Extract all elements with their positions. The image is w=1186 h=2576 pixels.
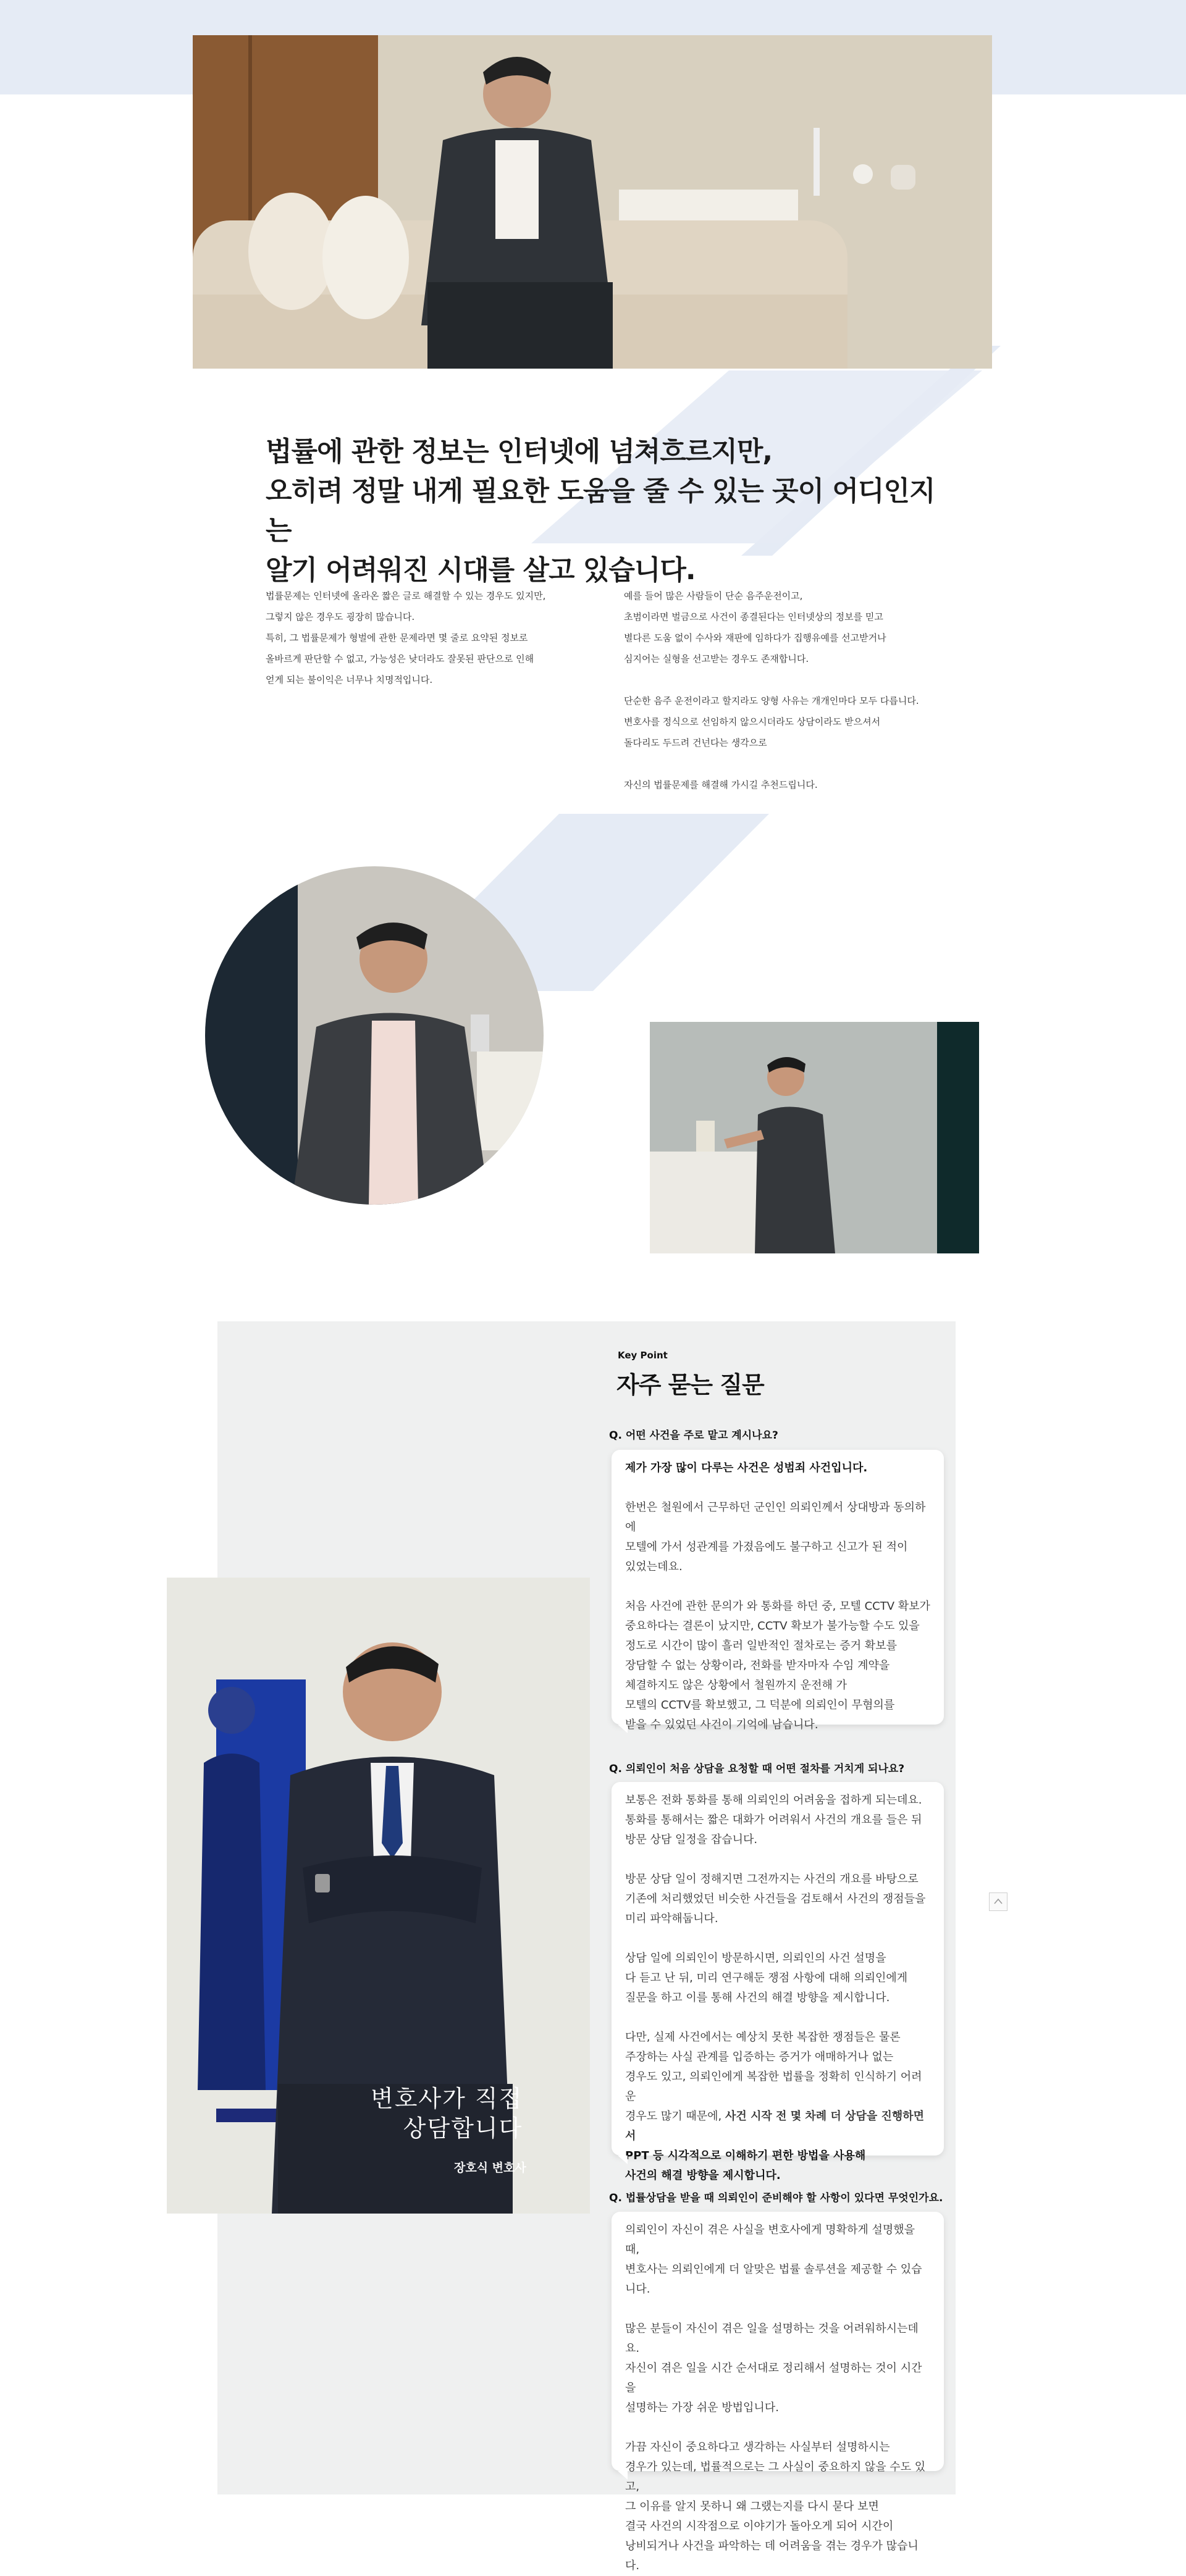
- answer-line: 방문 상담 일정을 잡습니다.: [625, 1833, 758, 1846]
- answer-line: 설명하는 가장 쉬운 방법입니다.: [625, 2401, 779, 2414]
- intro-left-paragraph: [266, 585, 612, 690]
- answer-line: 미리 파악해둡니다.: [625, 1912, 718, 1925]
- page-headline: [266, 432, 945, 590]
- answer-line: 다만, 실제 사건에서는 예상치 못한 복잡한 쟁점들은 물론: [625, 2031, 901, 2044]
- paragraph-gap: [624, 669, 970, 690]
- answer-line: 질문을 하고 이를 통해 사건의 해결 방향을 제시합니다.: [625, 1991, 890, 2004]
- answer-line: 보통은 전화 통화를 통해 의뢰인의 어려움을 접하게 되는데요.: [625, 1794, 922, 1807]
- faq-title: 자주 묻는 질문: [616, 1371, 764, 1399]
- answer-line: PPT 등 시각적으로 이해하기 편한 방법을 사용해: [625, 2149, 866, 2162]
- paragraph-gap: [625, 1478, 930, 1498]
- hero-photo: [193, 35, 992, 369]
- intro-right-paragraph: [624, 585, 970, 795]
- answer-line: 받을 수 있었던 사건이 기억에 남습니다.: [625, 1718, 818, 1731]
- key-point-label: Key Point: [618, 1350, 668, 1361]
- answer-line: 사건의 해결 방향을 제시합니다.: [625, 2169, 781, 2182]
- headline-line: 알기 어려워진 시대를 살고 있습니다.: [266, 554, 696, 586]
- answer-line: 다 듣고 난 뒤, 미리 연구해둔 쟁점 사항에 대해 의뢰인에게: [625, 1972, 908, 1984]
- answer-line: 모텔에 가서 성관계를 가졌음에도 불구하고 신고가 된 적이: [625, 1541, 908, 1554]
- intro-line: 초범이라면 벌금으로 사건이 종결된다는 인터넷상의 정보를 믿고: [624, 611, 883, 622]
- answer-line: 상담 일에 의뢰인이 방문하시면, 의뢰인의 사건 설명을: [625, 1952, 886, 1965]
- answer-line: 변호사는 의뢰인에게 더 알맞은 법률 솔루션을 제공할 수 있습니다.: [625, 2263, 922, 2296]
- answer-line: 있었는데요.: [625, 1560, 683, 1573]
- intro-line: 변호사를 정식으로 선임하지 않으시더라도 상담이라도 받으셔서: [624, 716, 881, 727]
- answer-line: 낭비되거나 사건을 파악하는 데 어려움을 겪는 경우가 많습니다.: [625, 2540, 919, 2572]
- answer-line: 많은 분들이 자신이 겪은 일을 설명하는 것을 어려워하시는데요.: [625, 2322, 919, 2355]
- faq-answer-text: [625, 1458, 930, 1735]
- intro-line: 법률문제는 인터넷에 올라온 짧은 글로 해결할 수 있는 경우도 있지만,: [266, 590, 546, 601]
- slogan-line: 변호사가 직접: [371, 2085, 523, 2112]
- faq-answer-text: [625, 2220, 930, 2576]
- chevron-up-icon: [994, 1897, 1003, 1907]
- answer-line: 장담할 수 없는 상황이라, 전화를 받자마자 수임 계약을: [625, 1659, 890, 1672]
- intro-line: 단순한 음주 운전이라고 할지라도 양형 사유는 개개인마다 모두 다릅니다.: [624, 695, 919, 706]
- answer-line: 가끔 자신이 중요하다고 생각하는 사실부터 설명하시는: [625, 2441, 890, 2454]
- faq-question: Q. 의뢰인이 처음 상담을 요청할 때 어떤 절차를 거치게 되나요?: [609, 1763, 905, 1775]
- intro-line: 별다른 도움 없이 수사와 재판에 임하다가 집행유예를 선고받거나: [624, 632, 886, 643]
- side-photo: [650, 1022, 979, 1253]
- faq-answer-text: [625, 1791, 930, 2186]
- answer-line: 의뢰인이 자신이 겪은 사실을 변호사에게 명확하게 설명했을 때,: [625, 2223, 915, 2256]
- paragraph-gap: [624, 753, 970, 774]
- faq-answer-bubble: [612, 2212, 944, 2572]
- headline-line: 법률에 관한 정보는 인터넷에 넘쳐흐르지만,: [266, 436, 773, 467]
- answer-line: 방문 상담 일이 정해지면 그전까지는 사건의 개요를 바탕으로: [625, 1873, 919, 1886]
- answer-line: 제가 가장 많이 다루는 사건은 성범죄 사건입니다.: [625, 1462, 868, 1474]
- answer-line: 한번은 철원에서 근무하던 군인인 의뢰인께서 상대방과 동의하에: [625, 1501, 926, 1534]
- intro-line: 자신의 법률문제를 해결해 가시길 추천드립니다.: [624, 779, 818, 790]
- answer-line: 체결하지도 않은 상황에서 철원까지 운전해 가: [625, 1679, 847, 1692]
- intro-line: 특히, 그 법률문제가 형벌에 관한 문제라면 몇 줄로 요약된 정보로: [266, 632, 528, 643]
- faq-answer-bubble: [612, 1782, 944, 2182]
- paragraph-gap: [625, 2299, 930, 2319]
- circle-portrait-photo: [205, 866, 544, 1205]
- paragraph-gap: [625, 1929, 930, 1949]
- answer-line: 중요하다는 결론이 났지만, CCTV 확보가 불가능할 수도 있을: [625, 1620, 920, 1633]
- answer-line: 자신이 겪은 일을 시간 순서대로 정리해서 설명하는 것이 시간을: [625, 2362, 922, 2394]
- answer-line: 정도로 시간이 많이 흘러 일반적인 절차로는 증거 확보를: [625, 1639, 897, 1652]
- intro-line: 심지어는 실형을 선고받는 경우도 존재합니다.: [624, 653, 809, 664]
- faq-question: Q. 법률상담을 받을 때 의뢰인이 준비해야 할 사항이 있다면 무엇인가요.: [609, 2192, 943, 2204]
- card-slogan: [371, 2084, 523, 2143]
- answer-line: 기존에 처리했었던 비슷한 사건들을 검토해서 사건의 쟁점들을: [625, 1892, 926, 1905]
- lawyer-name: 장호식 변호사: [454, 2161, 526, 2175]
- intro-line: 그렇지 않은 경우도 굉장히 많습니다.: [266, 611, 415, 622]
- faq-question: Q. 어떤 사건을 주로 맡고 계시나요?: [609, 1429, 778, 1442]
- answer-line: 결국 사건의 시작점으로 이야기가 돌아오게 되어 시간이: [625, 2520, 894, 2533]
- paragraph-gap: [625, 2418, 930, 2438]
- answer-line: 경우가 있는데, 법률적으로는 그 사실이 중요하지 않을 수도 있고,: [625, 2461, 926, 2493]
- answer-line: 주장하는 사실 관계를 입증하는 증거가 애매하거나 없는: [625, 2051, 894, 2064]
- answer-line: 모텔의 CCTV를 확보했고, 그 덕분에 의뢰인이 무혐의를: [625, 1699, 895, 1712]
- paragraph-gap: [625, 1850, 930, 1870]
- intro-line: 돌다리도 두드려 건넌다는 생각으로: [624, 737, 767, 748]
- faq-answer-bubble: [612, 1450, 944, 1731]
- headline-line: 오히려 정말 내게 필요한 도움을 줄 수 있는 곳이 어디인지는: [266, 475, 935, 546]
- paragraph-gap: [625, 1577, 930, 1597]
- answer-line: 경우도 있고, 의뢰인에게 복잡한 법률을 정확히 인식하기 어려운: [625, 2070, 922, 2103]
- intro-line: 예를 들어 많은 사람들이 단순 음주운전이고,: [624, 590, 803, 601]
- scroll-top-button[interactable]: [989, 1892, 1007, 1911]
- slogan-line: 상담합니다: [403, 2115, 523, 2142]
- answer-line: 그 이유를 알지 못하니 왜 그랬는지를 다시 묻다 보면: [625, 2500, 879, 2513]
- intro-line: 얻게 되는 불이익은 너무나 치명적입니다.: [266, 674, 433, 685]
- intro-line: 올바르게 판단할 수 없고, 가능성은 낮더라도 잘못된 판단으로 인해: [266, 653, 534, 664]
- answer-line: 통화를 통해서는 짧은 대화가 어려워서 사건의 개요를 들은 뒤: [625, 1813, 922, 1826]
- answer-line: 경우도 많기 때문에, 사건 시작 전 몇 차례 더 상담을 진행하면서: [625, 2110, 925, 2143]
- answer-line: 처음 사건에 관한 문의가 와 통화를 하던 중, 모텔 CCTV 확보가: [625, 1600, 930, 1613]
- paragraph-gap: [625, 2008, 930, 2028]
